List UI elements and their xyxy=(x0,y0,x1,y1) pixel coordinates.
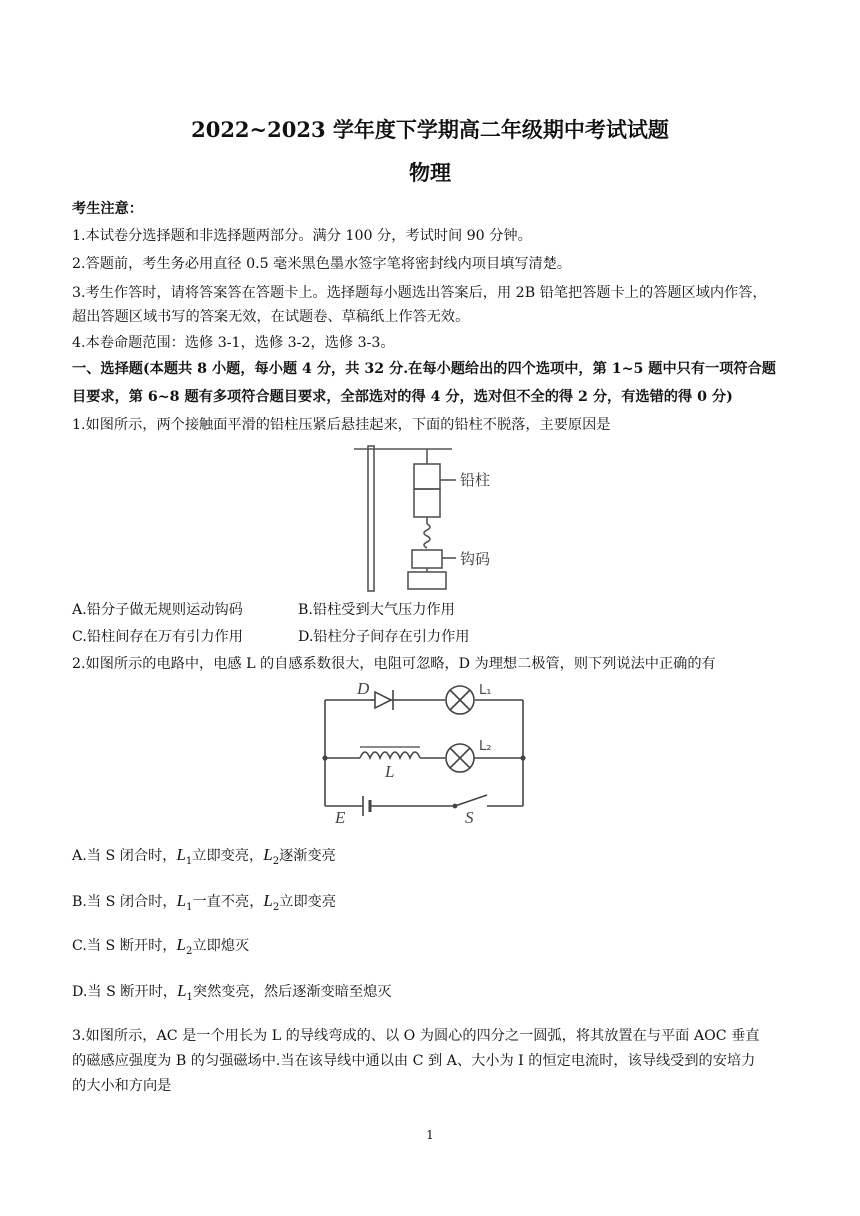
notice-item-3: 3.考生作答时，请将答案答在答题卡上。选择题每小题选出答案后，用 2B 铅笔把答题卡上的答题区域内作答， xyxy=(72,285,767,301)
q1-lead-cylinder-figure xyxy=(340,440,540,592)
q2-option-c: C.当 S 断开时，$L_2$立即熄灭 xyxy=(72,935,250,957)
page-title: 2022~2023 学年度下学期高二年级期中考试试题 xyxy=(191,117,669,142)
q2-label-battery: E xyxy=(335,808,346,824)
q2-label-switch: S xyxy=(465,808,474,824)
q1-label-weight: 钩码 xyxy=(460,550,491,568)
q3-stem-line2: 的磁感应强度为 B 的匀强磁场中.当在该导线中通以由 C 到 A、大小为 I 的恒定电流时，该导线受到的安培力 xyxy=(72,1053,756,1069)
q3-stem-line3: 的大小和方向是 xyxy=(72,1078,172,1094)
q2-stem: 2.如图所示的电路中，电感 L 的自感系数很大，电阻可忽略，D 为理想二极管，则下列说法中正确的有 xyxy=(72,656,716,672)
q1-label-lead: 铅柱 xyxy=(460,471,491,489)
section-heading-line2: 目要求，第 6~8 题有多项符合题目要求，全部选对的得 4 分，选对但不全的得 2 分，有选错的得 0 分) xyxy=(72,389,733,405)
section-heading-line1: 一、选择题(本题共 8 小题，每小题 4 分，共 32 分.在每小题给出的四个选项中，第 1~5 题中只有一项符合题 xyxy=(72,361,776,377)
q1-option-a: A.铅分子做无规则运动钩码 xyxy=(72,602,243,618)
q3-stem-line1: 3.如图所示，AC 是一个用长为 L 的导线弯成的、以 O 为圆心的四分之一圆弧，将其放置在与平面 AOC 垂直 xyxy=(72,1028,760,1044)
page-number: 1 xyxy=(426,1128,434,1142)
q2-label-l2: L₂ xyxy=(479,739,492,754)
q2-label-diode: D xyxy=(357,679,370,698)
notice-item-3-cont: 超出答题区域书写的答案无效，在试题卷、草稿纸上作答无效。 xyxy=(72,309,470,325)
notice-item-4: 4.本卷命题范围：选修 3-1，选修 3-2，选修 3-3。 xyxy=(72,335,395,351)
q2-option-a: A.当 S 闭合时，$L_1$立即变亮，$L_2$逐渐变亮 xyxy=(72,845,336,867)
q2-circuit-figure xyxy=(315,678,545,824)
q2-option-d: D.当 S 断开时，$L_1$突然变亮，然后逐渐变暗至熄灭 xyxy=(72,981,392,1003)
q1-stem: 1.如图所示，两个接触面平滑的铅柱压紧后悬挂起来，下面的铅柱不脱落，主要原因是 xyxy=(72,417,611,433)
q1-option-b: B.铅柱受到大气压力作用 xyxy=(298,602,455,618)
notice-item-1: 1.本试卷分选择题和非选择题两部分。满分 100 分，考试时间 90 分钟。 xyxy=(72,228,532,244)
notice-heading: 考生注意： xyxy=(72,201,143,217)
q2-label-inductor: L xyxy=(385,762,395,781)
subject-title: 物理 xyxy=(409,160,451,185)
q1-option-d: D.铅柱分子间存在引力作用 xyxy=(298,629,470,645)
q2-option-b: B.当 S 闭合时，$L_1$一直不亮，$L_2$立即变亮 xyxy=(72,891,337,913)
q1-option-c: C.铅柱间存在万有引力作用 xyxy=(72,629,243,645)
q2-label-l1: L₁ xyxy=(479,683,492,698)
notice-item-2: 2.答题前，考生务必用直径 0.5 毫米黑色墨水签字笔将密封线内项目填写清楚。 xyxy=(72,256,572,272)
